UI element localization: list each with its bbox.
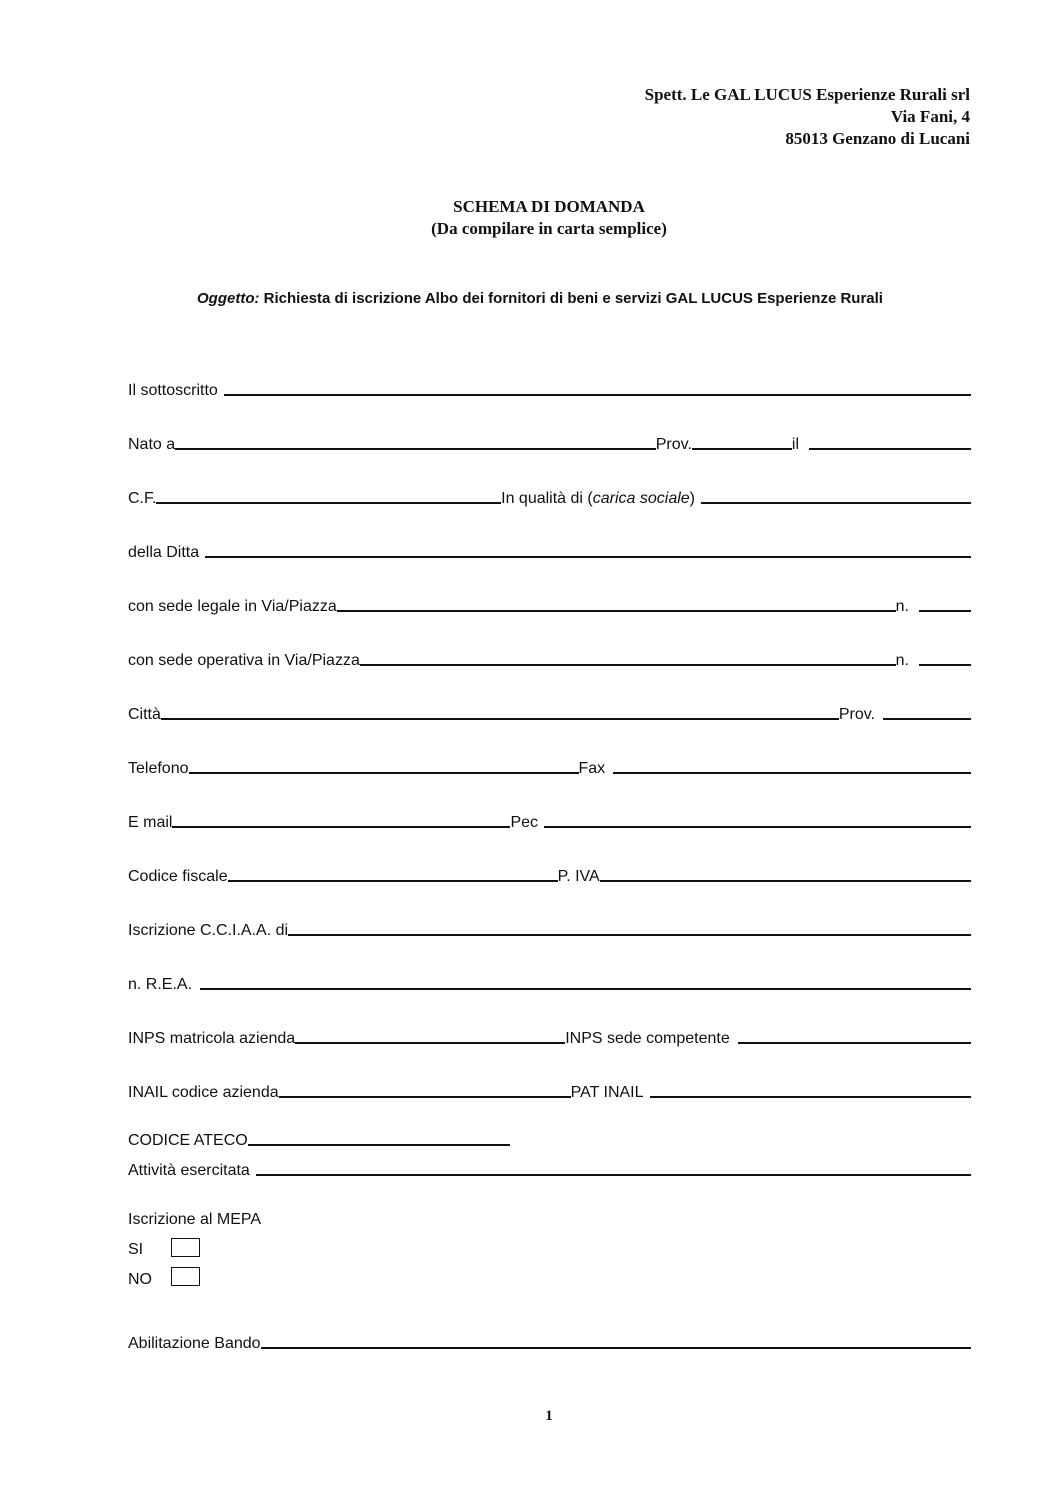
row-ateco — [128, 1126, 528, 1150]
label-pat-inail: PAT INAIL — [570, 1084, 644, 1101]
label-qualita: In qualità di (carica sociale) — [501, 490, 695, 507]
label-sede-operativa: con sede operativa in Via/Piazza — [128, 652, 360, 669]
field-ditta[interactable] — [205, 556, 971, 558]
label-fax: Fax — [578, 760, 606, 777]
label-sede-legale: con sede legale in Via/Piazza — [128, 598, 337, 615]
row-inps — [128, 1024, 971, 1048]
row-bando — [128, 1329, 971, 1353]
form-title-main: SCHEMA DI DOMANDA — [453, 197, 645, 216]
field-data-nascita[interactable] — [809, 448, 971, 450]
label-sottoscritto: Il sottoscritto — [128, 382, 218, 399]
field-civico-operativa[interactable] — [919, 664, 971, 666]
field-inps-matricola[interactable] — [295, 1042, 565, 1044]
field-pec[interactable] — [544, 826, 971, 828]
label-codice-fiscale: Codice fiscale — [128, 868, 228, 885]
label-bando: Abilitazione Bando — [128, 1335, 261, 1352]
field-telefono[interactable] — [189, 772, 579, 774]
label-citta: Città — [128, 706, 161, 723]
checkbox-mepa-no[interactable] — [171, 1267, 200, 1286]
label-inps-sede: INPS sede competente — [565, 1030, 730, 1047]
label-nato: Nato a — [128, 436, 176, 453]
row-inail — [128, 1078, 971, 1102]
field-inail-codice[interactable] — [279, 1096, 571, 1098]
field-cciaa[interactable] — [288, 934, 971, 936]
row-telefono — [128, 754, 971, 778]
label-mepa-si: SI — [128, 1241, 144, 1258]
label-rea: n. R.E.A. — [128, 976, 193, 993]
field-carica[interactable] — [701, 502, 971, 504]
row-sottoscritto — [128, 376, 971, 400]
row-email — [128, 808, 971, 832]
field-bando[interactable] — [261, 1347, 971, 1349]
label-n-legale: n. — [895, 598, 909, 615]
label-prov-citta: Prov. — [838, 706, 875, 723]
field-rea[interactable] — [200, 988, 971, 990]
label-ditta: della Ditta — [128, 544, 200, 561]
label-mepa-no: NO — [128, 1271, 152, 1288]
field-codice-fiscale[interactable] — [228, 880, 558, 882]
label-cf: C.F. — [128, 490, 157, 507]
label-prov: Prov. — [655, 436, 692, 453]
row-rea — [128, 970, 971, 994]
row-sede-legale — [128, 592, 971, 616]
recipient-street: Via Fani, 4 — [890, 107, 970, 126]
field-pat-inail[interactable] — [650, 1096, 971, 1098]
label-telefono: Telefono — [128, 760, 189, 777]
field-sede-operativa[interactable] — [360, 664, 896, 666]
row-attivita — [128, 1156, 971, 1180]
label-il: il — [791, 436, 799, 453]
subject-label: Oggetto: — [197, 290, 260, 307]
field-ateco[interactable] — [248, 1144, 510, 1146]
recipient-city: 85013 Genzano di Lucani — [785, 129, 970, 148]
recipient-name: Spett. Le GAL LUCUS Esperienze Rurali srl — [644, 85, 970, 104]
row-sede-operativa — [128, 646, 971, 670]
field-citta[interactable] — [161, 718, 839, 720]
row-nato — [128, 430, 971, 454]
label-piva: P. IVA — [557, 868, 600, 885]
field-attivita[interactable] — [256, 1174, 971, 1176]
label-email: E mail — [128, 814, 173, 831]
recipient-address — [645, 84, 970, 150]
label-inail-codice: INAIL codice azienda — [128, 1084, 279, 1101]
label-n-operativa: n. — [895, 652, 909, 669]
label-ateco: CODICE ATECO — [128, 1132, 248, 1149]
checkbox-mepa-si[interactable] — [171, 1238, 200, 1257]
label-mepa: Iscrizione al MEPA — [128, 1211, 262, 1228]
subject-line — [0, 290, 1058, 307]
field-nato[interactable] — [175, 448, 656, 450]
field-prov-nascita[interactable] — [692, 448, 792, 450]
label-inps-matricola: INPS matricola azienda — [128, 1030, 296, 1047]
field-inps-sede[interactable] — [738, 1042, 971, 1044]
label-pec: Pec — [510, 814, 539, 831]
field-sottoscritto[interactable] — [224, 394, 971, 396]
label-cciaa: Iscrizione C.C.I.A.A. di — [128, 922, 289, 939]
page-number: 1 — [545, 1408, 553, 1424]
row-citta — [128, 700, 971, 724]
field-fax[interactable] — [613, 772, 971, 774]
subject-text: Richiesta di iscrizione Albo dei fornitori di beni e servizi GAL LUCUS Esperienze Rurali — [259, 290, 883, 307]
form-title — [0, 196, 1058, 240]
field-cf[interactable] — [156, 502, 501, 504]
field-email[interactable] — [172, 826, 510, 828]
row-codice-fiscale — [128, 862, 971, 886]
form-title-sub: (Da compilare in carta semplice) — [431, 219, 667, 238]
row-cciaa — [128, 916, 971, 940]
field-prov-citta[interactable] — [883, 718, 971, 720]
field-piva[interactable] — [600, 880, 971, 882]
field-civico-legale[interactable] — [919, 610, 971, 612]
field-sede-legale[interactable] — [337, 610, 896, 612]
label-attivita: Attività esercitata — [128, 1162, 250, 1179]
row-cf — [128, 484, 971, 508]
row-ditta — [128, 538, 971, 562]
